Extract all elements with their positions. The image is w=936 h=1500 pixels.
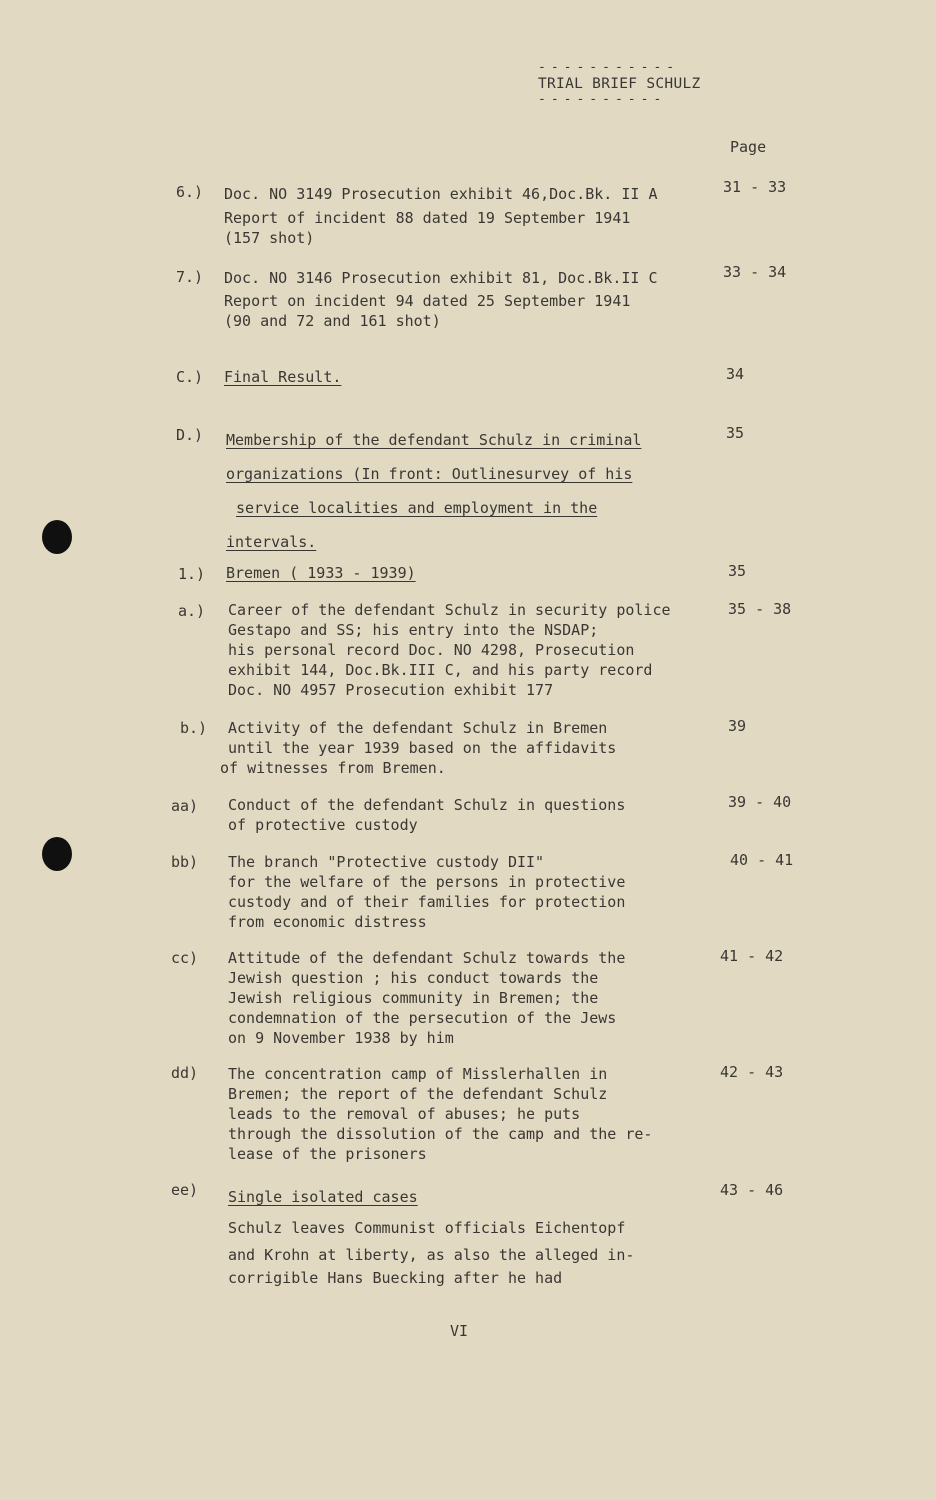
entry-line: Report on incident 94 dated 25 September 1941 — [224, 292, 631, 310]
entry-text — [224, 367, 341, 387]
entry-line: corrigible Hans Buecking after he had — [228, 1269, 563, 1287]
entry-line: his personal record Doc. NO 4298, Prosecution — [228, 641, 635, 659]
entry-number: bb) — [171, 853, 199, 871]
entry-pages: 41 - 42 — [720, 947, 784, 965]
header-rule-top: ----------- — [538, 60, 680, 75]
entry-number: ee) — [171, 1181, 199, 1199]
entry-pages: 39 - 40 — [728, 793, 792, 811]
page-column-label: Page — [730, 138, 767, 156]
entry-line: organizations (In front: Outlinesurvey of his — [226, 465, 633, 483]
entry-number: dd) — [171, 1064, 199, 1082]
entry-line: Gestapo and SS; his entry into the NSDAP; — [228, 621, 599, 639]
entry-line: custody and of their families for protection — [228, 893, 626, 911]
header-title: TRIAL BRIEF SCHULZ — [538, 76, 701, 92]
entry-line: Doc. NO 3146 Prosecution exhibit 81, Doc.Bk.II C — [224, 269, 658, 287]
entry-text — [228, 948, 625, 1048]
entry-line: from economic distress — [228, 913, 427, 931]
entry-number: 6.) — [176, 183, 204, 201]
entry-text — [224, 180, 657, 248]
entry-line: (157 shot) — [224, 229, 315, 247]
entry-line: service localities and employment in the — [236, 499, 598, 517]
entry-line: Final Result. — [224, 368, 342, 386]
entry-pages: 35 - 38 — [728, 600, 792, 618]
entry-line: Membership of the defendant Schulz in criminal — [226, 431, 642, 449]
entry-line: of protective custody — [228, 816, 418, 834]
entry-line: for the welfare of the persons in protective — [228, 873, 626, 891]
entry-pages: 35 — [728, 562, 747, 580]
entry-line: (90 and 72 and 161 shot) — [224, 312, 441, 330]
entry-line: Jewish question ; his conduct towards the — [228, 969, 599, 987]
entry-line: The branch "Protective custody DII" — [228, 853, 545, 871]
entry-line: Schulz leaves Communist officials Eichentopf — [228, 1219, 626, 1237]
entry-line: leads to the removal of abuses; he puts — [228, 1105, 581, 1123]
entry-line: on 9 November 1938 by him — [228, 1029, 454, 1047]
entry-text — [228, 795, 625, 835]
entry-number: cc) — [171, 949, 199, 967]
entry-line: of witnesses from Bremen. — [220, 759, 446, 777]
entry-number: 1.) — [178, 565, 206, 583]
entry-text — [224, 265, 657, 331]
entry-line: The concentration camp of Misslerhallen in — [228, 1065, 608, 1083]
entry-pages: 43 - 46 — [720, 1181, 784, 1199]
entry-pages: 31 - 33 — [723, 178, 787, 196]
entry-pages: 40 - 41 — [730, 851, 794, 869]
entry-line: Jewish religious community in Bremen; the — [228, 989, 599, 1007]
entry-number: 7.) — [176, 268, 204, 286]
entry-text — [228, 1180, 634, 1288]
entry-text — [228, 852, 625, 932]
entry-number: b.) — [180, 719, 208, 737]
entry-line: Report of incident 88 dated 19 September 1941 — [224, 209, 631, 227]
entry-line: Bremen; the report of the defendant Schulz — [228, 1085, 608, 1103]
entry-pages: 35 — [726, 424, 745, 442]
entry-pages: 34 — [726, 365, 745, 383]
page-folio: VI — [450, 1322, 469, 1340]
entry-number: aa) — [171, 797, 199, 815]
entry-line: Career of the defendant Schulz in security police — [228, 601, 671, 619]
entry-line: intervals. — [226, 533, 317, 551]
entry-line: Bremen ( 1933 - 1939) — [226, 564, 416, 582]
entry-line: Conduct of the defendant Schulz in questions — [228, 796, 626, 814]
entry-text — [228, 600, 671, 700]
entry-line: condemnation of the persecution of the Jews — [228, 1009, 617, 1027]
entry-pages: 33 - 34 — [723, 263, 787, 281]
header-rule-bottom: ---------- — [538, 92, 667, 107]
entry-line: lease of the prisoners — [228, 1145, 427, 1163]
entry-pages: 42 - 43 — [720, 1063, 784, 1081]
entry-text — [228, 1064, 652, 1164]
punch-hole — [42, 520, 72, 554]
punch-hole — [42, 837, 72, 871]
entry-text — [226, 423, 641, 559]
entry-line: Single isolated cases — [228, 1188, 418, 1206]
entry-line: until the year 1939 based on the affidavits — [228, 739, 617, 757]
entry-number: a.) — [178, 602, 206, 620]
entry-line: exhibit 144, Doc.Bk.III C, and his party record — [228, 661, 653, 679]
entry-line: through the dissolution of the camp and the re- — [228, 1125, 653, 1143]
entry-line: Attitude of the defendant Schulz towards the — [228, 949, 626, 967]
entry-text — [220, 718, 617, 778]
document-header — [538, 62, 728, 106]
entry-pages: 39 — [728, 717, 747, 735]
entry-text — [226, 563, 416, 583]
entry-number: C.) — [176, 368, 204, 386]
entry-line: Activity of the defendant Schulz in Bremen — [228, 719, 608, 737]
entry-line: Doc. NO 3149 Prosecution exhibit 46,Doc.Bk. II A — [224, 185, 658, 203]
entry-line: Doc. NO 4957 Prosecution exhibit 177 — [228, 681, 554, 699]
entry-line: and Krohn at liberty, as also the alleged in- — [228, 1246, 635, 1264]
entry-number: D.) — [176, 426, 204, 444]
